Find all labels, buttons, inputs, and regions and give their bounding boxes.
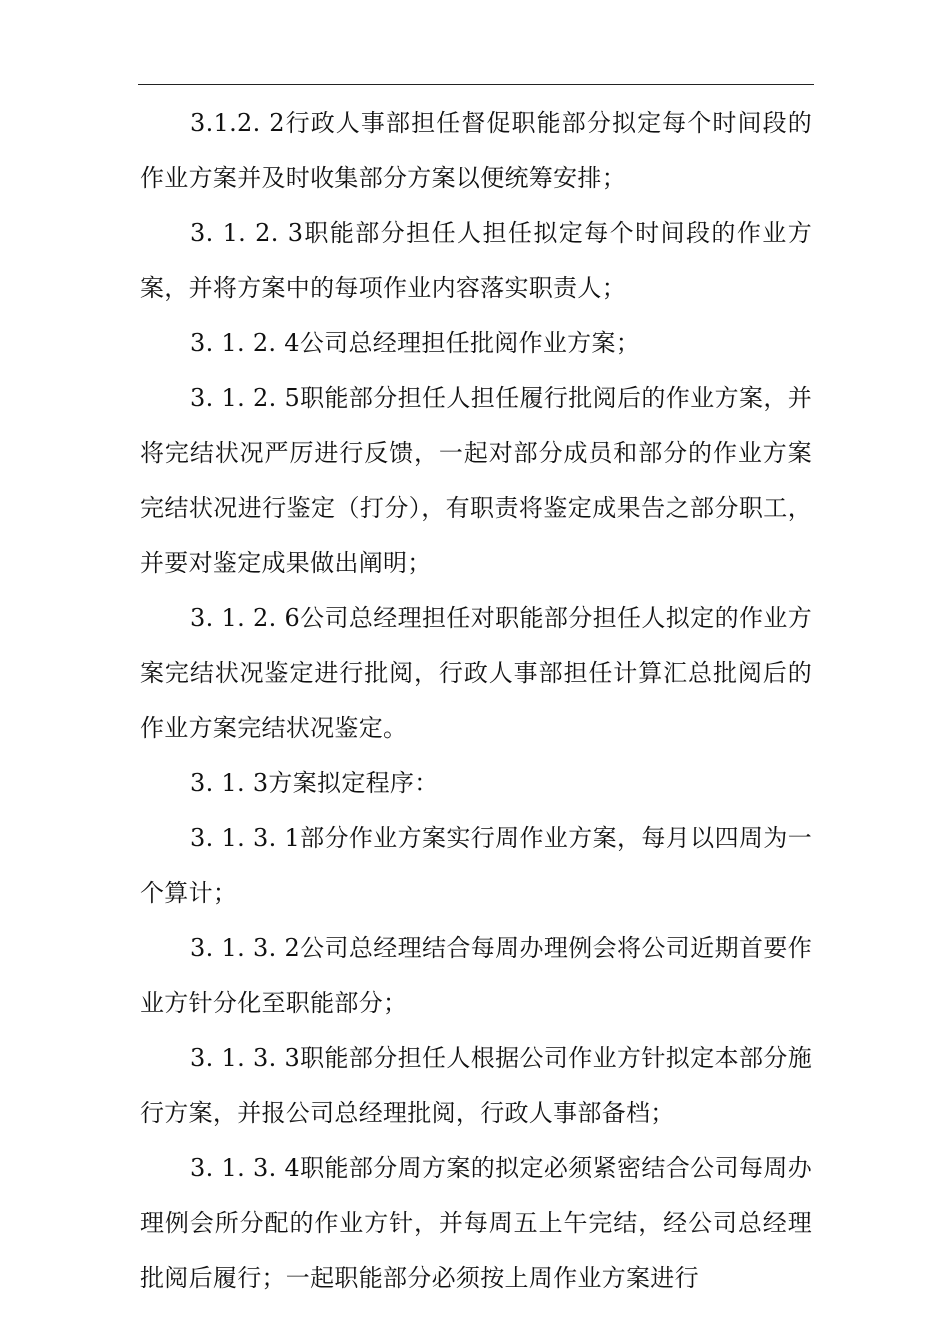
- paragraph-3-1-2-6: 3. 1. 2. 6公司总经理担任对职能部分担任人拟定的作业方案完结状况鉴定进行批阅，行政人事部担任计算汇总批阅后的作业方案完结状况鉴定。: [140, 604, 812, 742]
- paragraph-3-1-2-5: 3. 1. 2. 5职能部分担任人担任履行批阅后的作业方案，并将完结状况严厉进行反馈，一起对部分成员和部分的作业方案完结状况进行鉴定（打分），有职责将鉴定成果告之部分职工，并要对鉴定成果做出阐明；: [140, 384, 812, 577]
- paragraph-3-1-3-2: 3. 1. 3. 2公司总经理结合每周办理例会将公司近期首要作业方针分化至职能部分；: [140, 934, 812, 1017]
- paragraph-3-1-3-3: 3. 1. 3. 3职能部分担任人根据公司作业方针拟定本部分施行方案，并报公司总经理批阅，行政人事部备档；: [140, 1044, 812, 1127]
- document-body: [140, 96, 812, 1306]
- paragraph-3-1-3-4: 3. 1. 3. 4职能部分周方案的拟定必须紧密结合公司每周办理例会所分配的作业方针，并每周五上午完结，经公司总经理批阅后履行；一起职能部分必须按上周作业方案进行: [140, 1154, 812, 1292]
- header-rule: [138, 84, 814, 85]
- paragraph-3-1-2-2: 3.1.2. 2行政人事部担任督促职能部分拟定每个时间段的作业方案并及时收集部分方案以便统筹安排；: [140, 109, 812, 192]
- paragraph-3-1-2-3: 3. 1. 2. 3职能部分担任人担任拟定每个时间段的作业方案，并将方案中的每项作业内容落实职责人；: [140, 219, 812, 302]
- paragraph-3-1-3: 3. 1. 3方案拟定程序：: [190, 769, 439, 797]
- paragraph-3-1-2-4: 3. 1. 2. 4公司总经理担任批阅作业方案；: [190, 329, 641, 357]
- paragraph-3-1-3-1: 3. 1. 3. 1部分作业方案实行周作业方案，每月以四周为一个算计；: [140, 824, 812, 907]
